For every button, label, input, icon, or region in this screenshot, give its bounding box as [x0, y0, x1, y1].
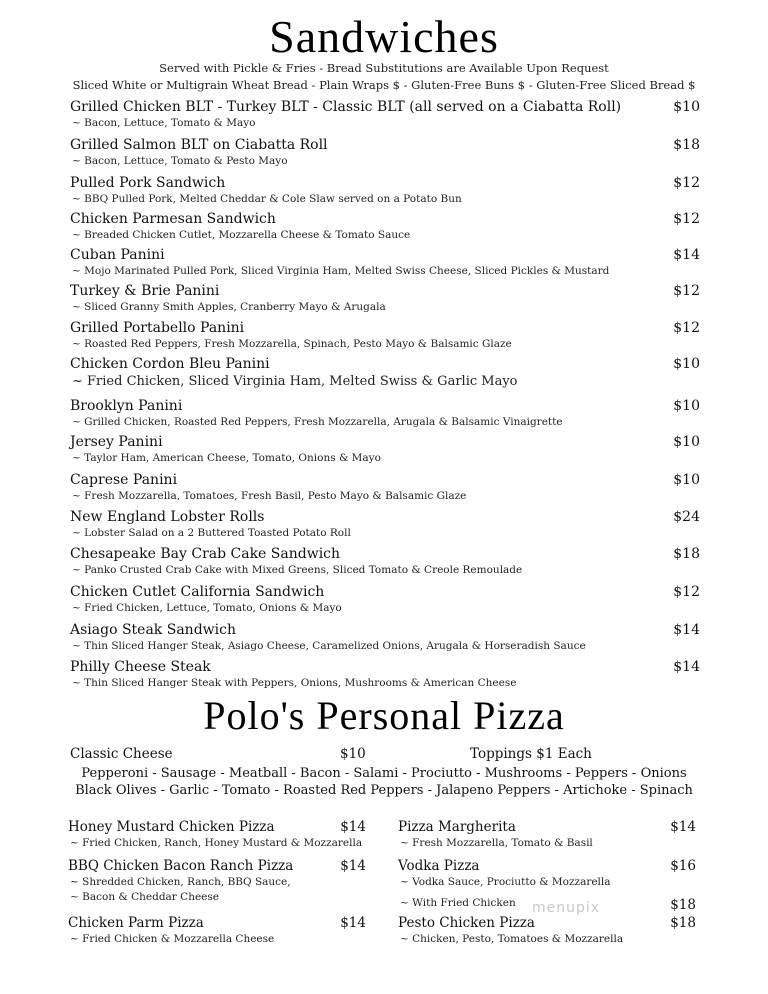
pizza-title: Polo's Personal Pizza: [203, 693, 565, 738]
sandwich-name: Caprese Panini: [70, 472, 178, 488]
sandwich-description: ~ Thin Sliced Hanger Steak with Peppers, Onions, Mushrooms & American Cheese: [72, 677, 517, 689]
sandwich-item: [70, 246, 700, 279]
sandwich-price: $10: [673, 356, 700, 372]
menupix-watermark: menupix: [532, 900, 601, 916]
sandwich-price: $14: [673, 659, 700, 675]
pizza-name: BBQ Chicken Bacon Ranch Pizza: [68, 858, 294, 874]
pizza-name: Pesto Chicken Pizza: [398, 915, 535, 931]
pizza-description: ~ With Fried Chicken: [400, 897, 516, 909]
sandwiches-note-2: Sliced White or Multigrain Wheat Bread - Plain Wraps $ - Gluten-Free Buns $ - Gluten-Free Sliced Bread $: [72, 78, 696, 92]
toppings-line-2: Black Olives - Garlic - Tomato - Roasted Red Peppers - Jalapeno Peppers - Artichoke - Spinach: [75, 783, 693, 798]
sandwich-price: $14: [673, 247, 700, 263]
pizza-item: [398, 818, 696, 851]
sandwich-description: ~ Sliced Granny Smith Apples, Cranberry Mayo & Arugala: [72, 301, 386, 313]
sandwich-item: [70, 658, 700, 691]
sandwich-item: [70, 210, 700, 243]
sandwich-price: $10: [673, 398, 700, 414]
sandwich-item: [70, 508, 700, 541]
classic-cheese-price: $10: [340, 746, 366, 762]
sandwich-item: [70, 319, 700, 352]
pizza-description: ~ Bacon & Cheddar Cheese: [70, 891, 219, 903]
pizza-description: ~ Chicken, Pesto, Tomatoes & Mozzarella: [400, 933, 624, 945]
sandwich-price: $12: [673, 175, 700, 191]
pizza-name: Honey Mustard Chicken Pizza: [68, 819, 275, 835]
sandwich-price: $10: [673, 472, 700, 488]
sandwich-item: [70, 282, 700, 315]
pizza-description: ~ Fried Chicken & Mozzarella Cheese: [70, 933, 275, 945]
sandwich-description: ~ Thin Sliced Hanger Steak, Asiago Cheese, Caramelized Onions, Arugala & Horseradish Sauce: [72, 640, 586, 652]
sandwich-description: ~ Taylor Ham, American Cheese, Tomato, Onions & Mayo: [72, 452, 381, 464]
sandwiches-note-1: Served with Pickle & Fries - Bread Substitutions are Available Upon Request: [159, 61, 609, 75]
classic-cheese-label: Classic Cheese: [70, 746, 173, 762]
sandwich-price: $14: [673, 622, 700, 638]
sandwich-name: Grilled Chicken BLT - Turkey BLT - Classic BLT (all served on a Ciabatta Roll): [70, 99, 622, 115]
sandwich-description: ~ Bacon, Lettuce, Tomato & Mayo: [72, 117, 256, 129]
sandwich-price: $12: [673, 320, 700, 336]
pizza-price: $14: [670, 819, 696, 835]
pizza-item: [68, 818, 366, 851]
sandwich-name: Chicken Cutlet California Sandwich: [70, 584, 325, 600]
pizza-description: ~ Fresh Mozzarella, Tomato & Basil: [400, 837, 593, 849]
pizza-price: $14: [340, 819, 366, 835]
sandwich-name: Jersey Panini: [70, 434, 163, 450]
sandwich-price: $18: [673, 137, 700, 153]
sandwich-item: [70, 174, 700, 207]
sandwich-name: New England Lobster Rolls: [70, 509, 265, 525]
sandwich-price: $12: [673, 584, 700, 600]
sandwich-item: [70, 583, 700, 616]
sandwich-description: ~ Roasted Red Peppers, Fresh Mozzarella, Spinach, Pesto Mayo & Balsamic Glaze: [72, 338, 512, 350]
pizza-description: ~ Fried Chicken, Ranch, Honey Mustard & Mozzarella: [70, 837, 363, 849]
sandwich-item: [70, 471, 700, 504]
sandwich-description: ~ Fried Chicken, Sliced Virginia Ham, Melted Swiss & Garlic Mayo: [72, 374, 518, 389]
sandwich-name: Philly Cheese Steak: [70, 659, 211, 675]
sandwich-item: [70, 355, 700, 390]
sandwich-name: Grilled Salmon BLT on Ciabatta Roll: [70, 137, 328, 153]
pizza-description: ~ Shredded Chicken, Ranch, BBQ Sauce,: [70, 876, 291, 888]
sandwich-description: ~ Breaded Chicken Cutlet, Mozzarella Cheese & Tomato Sauce: [72, 229, 411, 241]
sandwich-price: $12: [673, 211, 700, 227]
pizza-name: Pizza Margherita: [398, 819, 516, 835]
sandwich-description: ~ Mojo Marinated Pulled Pork, Sliced Virginia Ham, Melted Swiss Cheese, Sliced Pickles & Mustard: [72, 265, 610, 277]
sandwich-description: ~ BBQ Pulled Pork, Melted Cheddar & Cole Slaw served on a Potato Bun: [72, 193, 462, 205]
sandwich-name: Brooklyn Panini: [70, 398, 183, 414]
toppings-line-1: Pepperoni - Sausage - Meatball - Bacon - Salami - Prociutto - Mushrooms - Peppers - Onions: [81, 766, 687, 781]
pizza-item: [398, 857, 696, 890]
pizza-price: $14: [340, 858, 366, 874]
sandwich-description: ~ Panko Crusted Crab Cake with Mixed Greens, Sliced Tomato & Creole Remoulade: [72, 564, 523, 576]
sandwich-name: Grilled Portabello Panini: [70, 320, 245, 336]
sandwich-name: Turkey & Brie Panini: [70, 283, 220, 299]
sandwich-description: ~ Bacon, Lettuce, Tomato & Pesto Mayo: [72, 155, 288, 167]
sandwich-name: Chicken Parmesan Sandwich: [70, 211, 276, 227]
sandwich-item: [70, 136, 700, 169]
pizza-name: Vodka Pizza: [398, 858, 480, 874]
pizza-item: [68, 914, 366, 947]
sandwich-description: ~ Fresh Mozzarella, Tomatoes, Fresh Basil, Pesto Mayo & Balsamic Glaze: [72, 490, 467, 502]
sandwich-item: [70, 433, 700, 466]
sandwich-price: $10: [673, 434, 700, 450]
sandwiches-title: Sandwiches: [269, 11, 499, 62]
pizza-description: ~ Vodka Sauce, Prociutto & Mozzarella: [400, 876, 611, 888]
pizza-price: $16: [670, 858, 696, 874]
pizza-name: Chicken Parm Pizza: [68, 915, 204, 931]
sandwich-price: $12: [673, 283, 700, 299]
sandwich-description: ~ Grilled Chicken, Roasted Red Peppers, Fresh Mozzarella, Arugala & Balsamic Vinaigrette: [72, 416, 563, 428]
toppings-label: Toppings $1 Each: [470, 746, 592, 762]
sandwich-price: $24: [673, 509, 700, 525]
pizza-price: $18: [670, 897, 696, 913]
pizza-price: $14: [340, 915, 366, 931]
sandwich-item: [70, 621, 700, 654]
sandwich-price: $10: [673, 99, 700, 115]
sandwich-item: [70, 545, 700, 578]
sandwich-item: [70, 98, 700, 131]
sandwich-description: ~ Lobster Salad on a 2 Buttered Toasted Potato Roll: [72, 527, 351, 539]
sandwich-name: Asiago Steak Sandwich: [70, 622, 236, 638]
sandwich-name: Chicken Cordon Bleu Panini: [70, 356, 270, 372]
sandwich-name: Cuban Panini: [70, 247, 165, 263]
sandwich-price: $18: [673, 546, 700, 562]
sandwich-description: ~ Fried Chicken, Lettuce, Tomato, Onions & Mayo: [72, 602, 342, 614]
pizza-item: [398, 914, 696, 947]
sandwich-name: Pulled Pork Sandwich: [70, 175, 226, 191]
pizza-price: $18: [670, 915, 696, 931]
sandwich-name: Chesapeake Bay Crab Cake Sandwich: [70, 546, 341, 562]
pizza-item: [68, 857, 366, 905]
sandwich-item: [70, 397, 700, 430]
